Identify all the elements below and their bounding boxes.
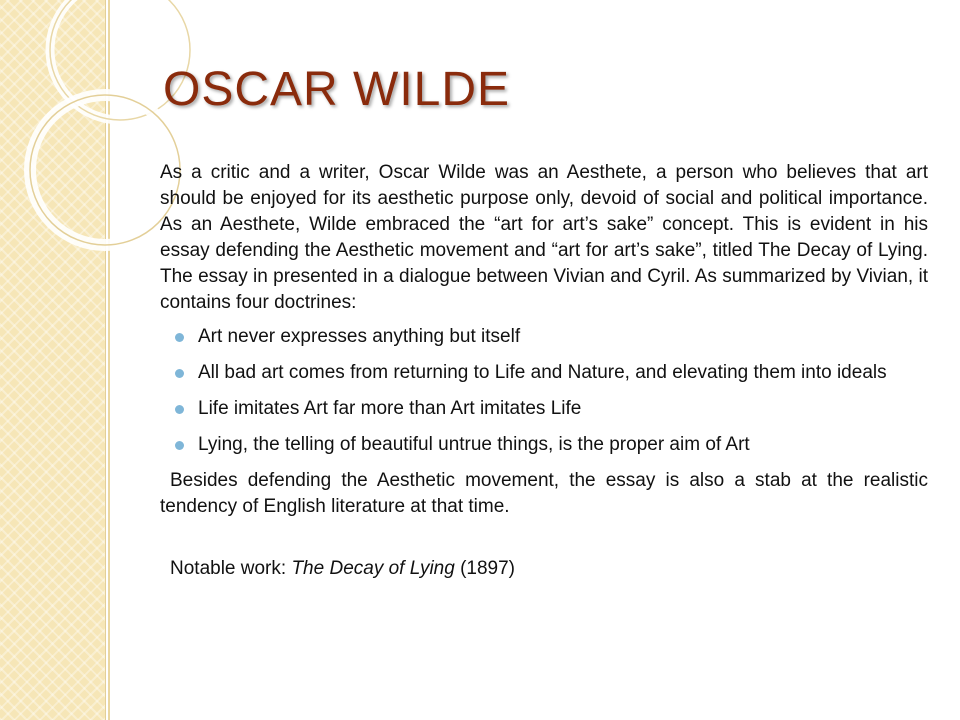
slide-body xyxy=(160,160,928,582)
list-item-text: Lying, the telling of beautiful untrue things, is the proper aim of Art xyxy=(198,434,750,455)
closing-paragraph: Besides defending the Aesthetic movement, the essay is also a stab at the realistic tendency of English literature at that time. xyxy=(160,470,928,517)
notable-label: Notable work: xyxy=(170,558,292,579)
intro-paragraph: As a critic and a writer, Oscar Wilde was an Aesthete, a person who believes that art should be enjoyed for its aesthetic purpose only, devoid of social and political importance. As an Aesthete, Wilde embraced the “art for art’s sake” concept. This is evident in his essay defending the Aesthetic movement and “art for art’s sake”, titled The Decay of Lying. The essay in presented in a dialogue between Vivian and Cyril. As summarized by Vivian, it contains four doctrines: xyxy=(160,162,928,313)
notable-title: The Decay of Lying xyxy=(291,558,455,579)
bullet-icon xyxy=(175,405,184,414)
bullet-icon xyxy=(175,333,184,342)
bullet-icon xyxy=(175,441,184,450)
notable-year: (1897) xyxy=(454,558,516,579)
list-item-text: Art never expresses anything but itself xyxy=(198,326,521,347)
list-item xyxy=(160,396,928,422)
list-item xyxy=(160,324,928,350)
list-item-text: All bad art comes from returning to Life and Nature, and elevating them into ideals xyxy=(198,362,887,383)
slide-title: OSCAR WILDE xyxy=(163,63,511,116)
list-item xyxy=(160,432,928,458)
doctrine-list xyxy=(160,324,928,458)
bullet-icon xyxy=(175,369,184,378)
list-item-text: Life imitates Art far more than Art imitates Life xyxy=(198,398,582,419)
list-item xyxy=(160,360,928,386)
notable-work xyxy=(170,556,928,582)
